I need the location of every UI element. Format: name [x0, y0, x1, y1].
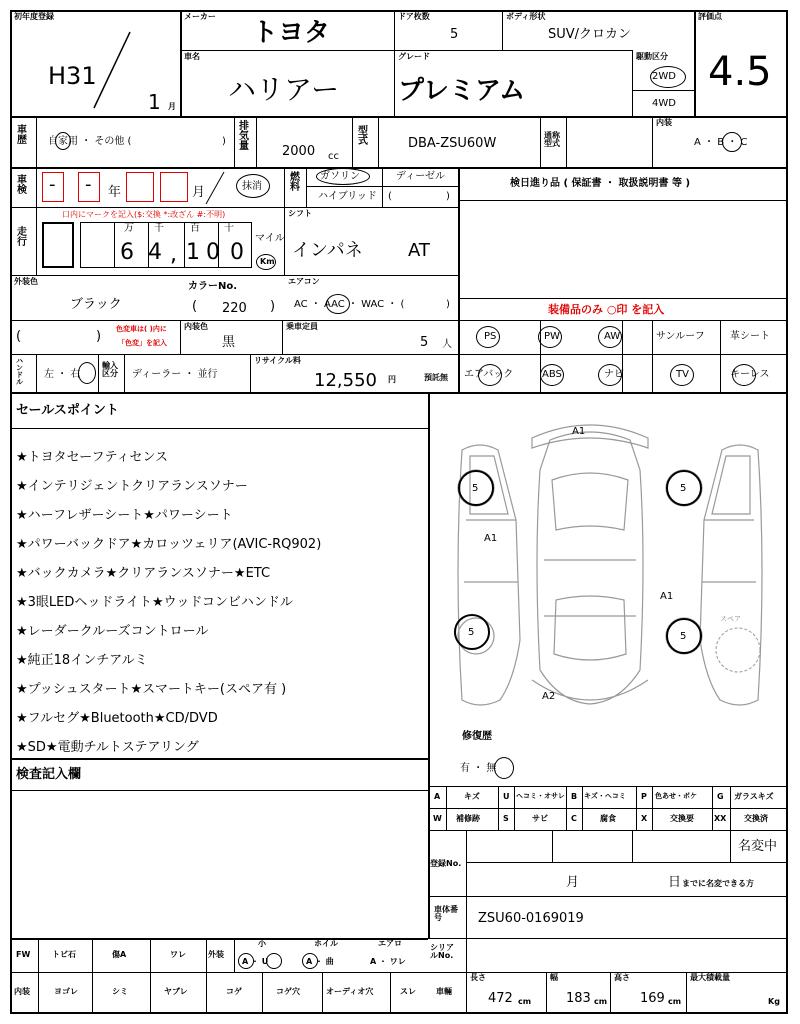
km-unit: Km: [260, 257, 275, 266]
damage-mark-front: A2: [542, 691, 556, 702]
handle-value: 左 ・ 右: [44, 369, 81, 380]
equip-sunroof: サンルーフ: [656, 331, 705, 342]
shift-value: インパネ: [292, 240, 363, 261]
mileage-label: 走行: [17, 227, 27, 248]
sales-point: ★バックカメラ★クリアランスソナー★ETC: [16, 566, 271, 581]
width-value: 183: [566, 991, 591, 1006]
sales-point: ★3眼LEDヘッドライト★ウッドコンビハンドル: [16, 595, 293, 610]
damage-mark-tire-lf: 5: [468, 627, 475, 638]
damage-mark-left: A1: [484, 533, 498, 544]
equip-tv: TV: [676, 369, 689, 380]
interior-grade: A ・ B ・ C: [694, 137, 748, 148]
seats-value: 5: [420, 335, 429, 350]
car-name: ハリアー: [228, 73, 340, 106]
interior-label: 内装: [656, 118, 672, 127]
fuel-other: (: [388, 191, 392, 202]
odo-digit-1: 6: [120, 240, 134, 265]
ext-color-label: 外装色: [14, 277, 38, 286]
reg-deadline-note: までに名変できる方: [682, 879, 754, 888]
fuel-hybrid: ハイブリッド: [318, 191, 377, 202]
drive-2wd: 2WD: [652, 71, 676, 82]
sales-points-list: [16, 446, 426, 765]
common-model-label: 通称型式: [544, 131, 560, 148]
handle-label: ハンドル: [16, 357, 23, 386]
equip-abs: ABS: [542, 369, 562, 380]
ac-close: ): [446, 299, 450, 310]
repair-history-value: 有 ・ 無: [460, 763, 497, 774]
maker-label: メーカー: [184, 12, 216, 21]
sales-point: ★純正18インチアルミ: [16, 653, 148, 668]
spare-label: スペア: [720, 615, 741, 623]
ac-label: エアコン: [288, 277, 320, 286]
disp-unit: cc: [328, 151, 339, 162]
vin-value: ZSU60-0169019: [478, 911, 584, 926]
disp-value: 2000: [282, 144, 316, 159]
ac-value: AC ・ AAC ・ WAC ・ (: [294, 299, 405, 310]
body-label: ボディ形状: [506, 12, 546, 21]
odo-digit-3: 1: [186, 240, 200, 265]
shift-label: シフト: [288, 209, 312, 218]
sales-point: ★インテリジェントクリアランスソナー: [16, 479, 248, 494]
history-label: 車歴: [17, 125, 27, 146]
drive-label: 駆動区分: [636, 52, 668, 61]
odo-digit-5: 0: [230, 240, 244, 265]
registration-label: 登録No.: [430, 859, 462, 868]
reg-label: 初年度登録: [14, 12, 54, 21]
import-label: 輸入区分: [102, 361, 118, 378]
fuel-label: 燃料: [290, 172, 300, 193]
warranty-items: 検日進り品 ( 保証書 ・ 取扱説明書 等 ): [510, 178, 691, 189]
sales-point: ★SD★電動チルトステアリング: [16, 740, 199, 755]
score-value: 4.5: [708, 49, 772, 95]
insp-month-unit: 月: [192, 185, 206, 200]
grade-label: グレード: [398, 52, 430, 61]
recycle-value: 12,550: [314, 370, 377, 391]
insp-none: 抹消: [242, 181, 262, 192]
length-value: 472: [488, 991, 513, 1006]
equipment-header: 装備品のみ ○印 を記入: [548, 303, 665, 316]
serial-label: シリアルNo.: [430, 943, 454, 960]
doors-label: ドア枚数: [398, 12, 430, 21]
sales-point: ★プッシュスタート★スマートキー(スペア有 ): [16, 682, 287, 697]
history-close: ): [222, 136, 226, 147]
height-value: 169: [640, 991, 665, 1006]
reg-month-unit: 月: [566, 875, 580, 890]
seats-label: 乗車定員: [286, 322, 318, 331]
odo-digit-2: 4: [148, 240, 162, 265]
month-unit: 月: [168, 102, 176, 111]
grade-value: プレミアム: [398, 76, 526, 106]
car-name-label: 車名: [184, 52, 200, 61]
damage-mark-tire-lr: 5: [472, 483, 479, 494]
shift-type: AT: [408, 240, 430, 261]
mileage-note: 口内にマークを記入($:交換 *:改ざん #:不明): [62, 210, 226, 219]
insp-year-unit: 年: [108, 185, 122, 200]
name-change-status: 名変中: [738, 839, 778, 854]
color-no-value: 220: [222, 301, 247, 316]
interior-b-circle: [722, 132, 742, 152]
sales-point: ★レーダークルーズコントロール: [16, 624, 209, 639]
sales-points-title: セールスポイント: [16, 403, 119, 418]
color-change-note-1: 色変車は( )内に: [116, 325, 167, 333]
disp-label: 排気量: [239, 121, 249, 152]
drive-4wd: 4WD: [652, 98, 676, 109]
import-value: ディーラー ・ 並行: [132, 369, 218, 380]
fuel-diesel: ディーゼル: [396, 171, 445, 182]
damage-mark-right: A1: [660, 591, 674, 602]
sales-point: ★ハーフレザーシート★パワーシート: [16, 508, 233, 523]
mile-unit: マイル: [255, 233, 285, 244]
fuel-other-close: ): [446, 191, 450, 202]
color-no-label: カラーNo.: [188, 281, 238, 292]
reg-slash: [88, 30, 138, 110]
damage-mark-tire-rr: 5: [680, 483, 687, 494]
sales-point: ★トヨタセーフティセンス: [16, 450, 169, 465]
vin-label: 車体番号: [434, 905, 458, 922]
int-color-label: 内装色: [184, 322, 208, 331]
model-label: 型式: [358, 126, 368, 147]
fuel-gasoline: ガソリン: [320, 171, 360, 182]
body-value: SUV/クロカン: [548, 27, 632, 42]
vehicle-size-label: 車輛: [436, 987, 452, 996]
equip-ps: PS: [484, 331, 497, 342]
recycle-label: リサイクル料: [254, 356, 301, 365]
reg-year: H31: [48, 62, 97, 90]
repair-history-label: 修復歴: [462, 731, 492, 742]
check-area-title: 検査記入欄: [16, 767, 82, 782]
doors-value: 5: [450, 27, 459, 42]
history-value: 自家用 ・ その他 (: [48, 136, 132, 147]
reg-day-unit: 日: [668, 875, 682, 890]
deposit-none: 預託無: [424, 373, 448, 382]
drive-2wd-circle: [650, 66, 686, 88]
score-label: 評価点: [698, 12, 722, 21]
equip-aw: AW: [604, 331, 621, 342]
reg-month: 1: [148, 90, 161, 114]
model-value: DBA-ZSU60W: [408, 136, 497, 151]
equip-keyless: キーレス: [730, 369, 770, 380]
yen-unit: 円: [388, 375, 396, 384]
maker-value: トヨタ: [252, 18, 331, 48]
sales-point: ★パワーバックドア★カロッツェリア(AVIC-RQ902): [16, 537, 322, 552]
equip-airbag: エアバック: [464, 369, 514, 380]
equip-pw: PW: [544, 331, 560, 342]
sales-point: ★フルセグ★Bluetooth★CD/DVD: [16, 711, 218, 726]
damage-mark-rear: A1: [572, 426, 586, 437]
odo-digit-4: 0: [206, 240, 220, 265]
damage-mark-tire-rf: 5: [680, 631, 687, 642]
color-change-note-2: 「色変」を記入: [118, 339, 167, 347]
ext-color-value: ブラック: [70, 297, 122, 312]
inspection-label: 車検: [17, 175, 27, 196]
seats-unit: 人: [442, 339, 452, 350]
equip-leather: 革シート: [730, 331, 770, 342]
int-color-value: 黒: [222, 335, 236, 350]
equip-navi: ナビ: [604, 369, 624, 380]
car-condition-diagram: [440, 410, 780, 722]
